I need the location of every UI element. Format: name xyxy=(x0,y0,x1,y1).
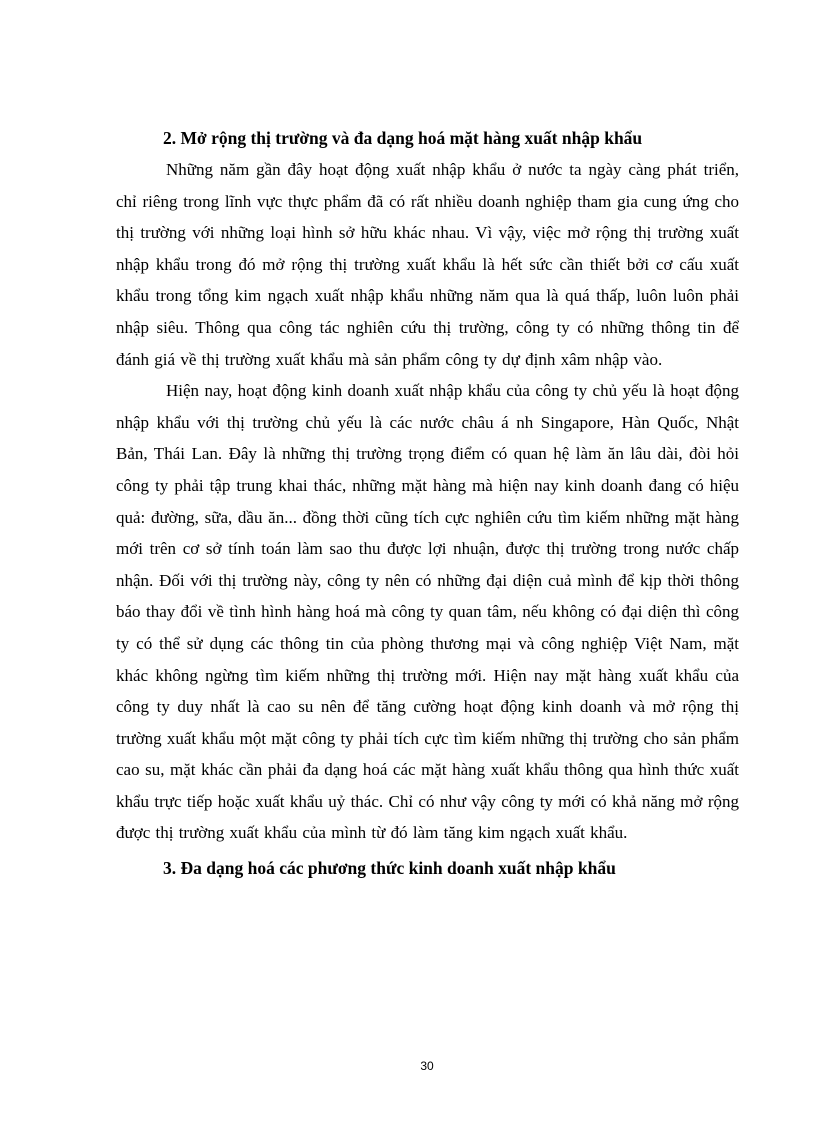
page-number: 30 xyxy=(420,1059,434,1073)
section-heading-2: 2. Mở rộng thị trường và đa dạng hoá mặt hàng xuất nhập khẩu xyxy=(163,128,643,148)
section-heading-3: 3. Đa dạng hoá các phương thức kinh doanh xuất nhập khẩu xyxy=(163,858,616,879)
page-content xyxy=(116,122,739,884)
paragraph-2: Hiện nay, hoạt động kinh doanh xuất nhập khẩu của công ty chủ yếu là hoạt động nhập khẩu với thị trường chủ yếu là các nước châu á nh Singapore, Hàn Quốc, Nhật Bản, Thái Lan. Đây là những thị trường trọng điểm có quan hệ làm ăn lâu dài, đòi hỏi công ty phải tập trung khai thác, những mặt hàng mà hiện nay kinh doanh đang có hiệu quả: đường, sữa, dầu ăn... đồng thời cũng tích cực nghiên cứu tìm kiếm những mặt hàng mới trên cơ sở tính toán làm sao thu được lợi nhuận, được thị trường trong nước chấp nhận. Đối với thị trường này, công ty nên có những đại diện cuả mình để kịp thời thông báo thay đổi về tình hình hàng hoá mà công ty quan tâm, nếu không có đại diện thì công ty có thể sử dụng các thông tin của phòng thương mại và công nghiệp Việt Nam, mặt khác không ngừng tìm kiếm những thị trường mới. Hiện nay mặt hàng xuất khẩu của công ty duy nhất là cao su nên để tăng cường hoạt động kinh doanh và mở rộng thị trường xuất khẩu một mặt công ty phải tích cực tìm kiếm những thị trường cho sản phẩm cao su, mặt khác cần phải đa dạng hoá các mặt hàng xuất khẩu thông qua hình thức xuất khẩu trực tiếp hoặc xuất khẩu uỷ thác. Chỉ có như vậy công ty mới có khả năng mở rộng được thị trường xuất khẩu của mình từ đó làm tăng kim ngạch xuất khẩu. xyxy=(116,381,739,843)
paragraph-1: Những năm gần đây hoạt động xuất nhập khẩu ở nước ta ngày càng phát triển, chỉ riêng trong lĩnh vực thực phẩm đã có rất nhiều doanh nghiệp tham gia cung ứng cho thị trường với những loại hình sở hữu khác nhau. Vì vậy, việc mở rộng thị trường xuất nhập khẩu trong đó mở rộng thị trường xuất khẩu là hết sức cần thiết bởi cơ cấu xuất khẩu trong tổng kim ngạch xuất nhập khẩu những năm qua là quá thấp, luôn luôn phải nhập siêu. Thông qua công tác nghiên cứu thị trường, công ty có những thông tin để đánh giá về thị trường xuất khẩu mà sản phẩm công ty dự định xâm nhập vào. xyxy=(116,160,739,369)
